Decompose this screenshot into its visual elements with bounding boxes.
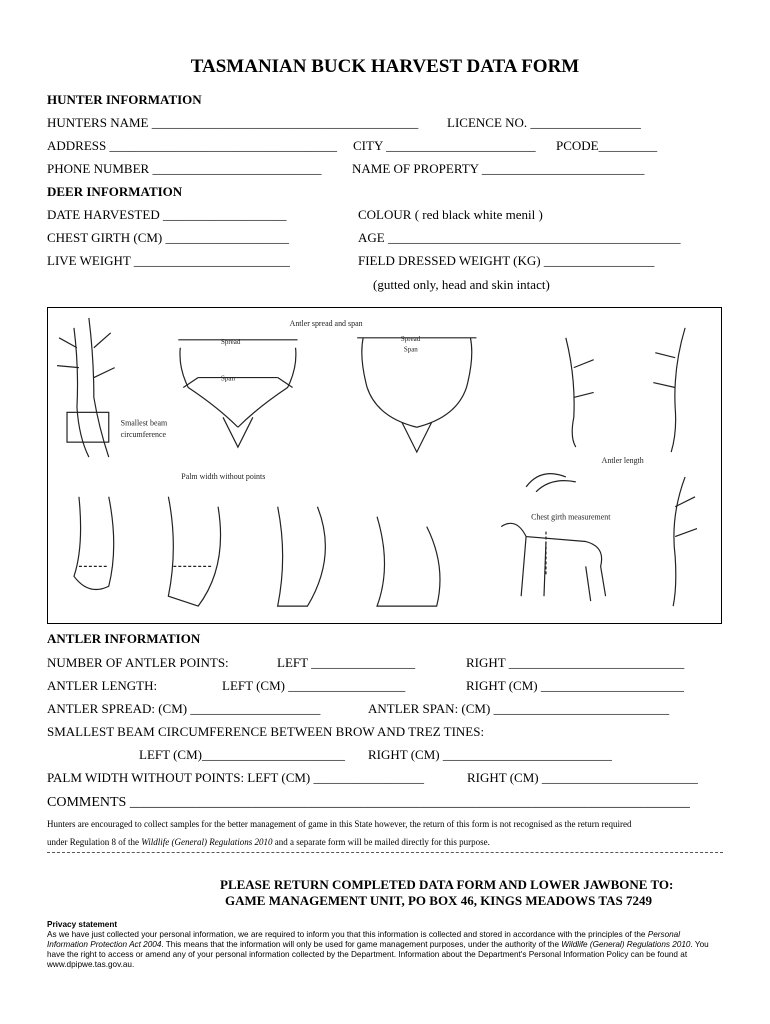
label-chest-girth: Chest girth measurement	[531, 512, 611, 522]
antler-points-label: NUMBER OF ANTLER POINTS:	[47, 655, 229, 670]
palm-drawings	[74, 497, 440, 606]
hunter-heading: HUNTER INFORMATION	[47, 92, 202, 107]
dressed-weight-field[interactable]: FIELD DRESSED WEIGHT (KG) _________________	[358, 253, 655, 268]
beam-right-field[interactable]: RIGHT (CM) __________________________	[368, 747, 612, 762]
notice-line-1: Hunters are encouraged to collect samples for the better management of game in this State however, the return of this form is not recognised as the return required	[47, 819, 632, 829]
privacy-statement: Privacy statement As we have just collected your personal information, we are required to inform you that this information is collected and stored in accordance with the principles of the Personal Information Protection Act 2004. This means that the information will only be used for game management purposes, under the authority of the Wildlife (General) Regulations 2010. You have the right to access or amend any of your personal information collected by the Department. Information about the Department's Personal Information Policy can be found at www.dpipwe.tas.gov.au.	[47, 920, 723, 970]
pcode-field[interactable]: PCODE_________	[556, 138, 658, 153]
page-title: TASMANIAN BUCK HARVEST DATA FORM	[190, 56, 580, 77]
colour-field[interactable]: COLOUR ( red black white menil )	[358, 207, 543, 222]
antler-length-right-field[interactable]: RIGHT (CM) ______________________	[466, 678, 684, 693]
beam-left-field[interactable]: LEFT (CM)______________________	[139, 747, 345, 762]
antler-spread-field[interactable]: ANTLER SPREAD: (CM) ____________________	[47, 701, 321, 716]
label-span-2: Span	[403, 345, 418, 354]
phone-field[interactable]: PHONE NUMBER __________________________	[47, 161, 322, 176]
antler-length-left-field[interactable]: LEFT (CM) __________________	[222, 678, 406, 693]
antler-measurement-diagram	[47, 307, 722, 624]
hunters-name-field[interactable]: HUNTERS NAME _________________________________________	[47, 115, 419, 130]
antler-span-field[interactable]: ANTLER SPAN: (CM) ___________________________	[368, 701, 670, 716]
comments-field[interactable]: COMMENTS ________________________________________________________________________________	[47, 795, 690, 810]
address-field[interactable]: ADDRESS ___________________________________	[47, 138, 337, 153]
divider	[47, 852, 723, 853]
antler-left-drawing	[57, 318, 115, 457]
deer-heading: DEER INFORMATION	[47, 184, 183, 199]
chest-girth-field[interactable]: CHEST GIRTH (CM) ___________________	[47, 230, 290, 245]
live-weight-field[interactable]: LIVE WEIGHT ________________________	[47, 253, 290, 268]
privacy-heading: Privacy statement	[47, 920, 118, 929]
head-1-drawing	[180, 348, 296, 447]
label-spread-2: Spread	[400, 334, 421, 343]
label-span-1: Span	[221, 374, 235, 383]
label-smallest-beam: Smallest beam	[120, 418, 168, 428]
label-spread-1: Spread	[221, 337, 241, 346]
label-palm-width: Palm width without points	[181, 471, 266, 481]
antler-right-drawing	[673, 477, 697, 606]
antler-heading: ANTLER INFORMATION	[47, 631, 201, 646]
return-line-2: GAME MANAGEMENT UNIT, PO BOX 46, KINGS MEADOWS TAS 7249	[225, 893, 652, 908]
palm-right-field[interactable]: RIGHT (CM) ________________________	[467, 770, 698, 785]
age-field[interactable]: AGE _____________________________________________	[358, 230, 681, 245]
palm-left-field[interactable]: PALM WIDTH WITHOUT POINTS: LEFT (CM) _________________	[47, 770, 425, 785]
date-harvested-field[interactable]: DATE HARVESTED ___________________	[47, 207, 287, 222]
return-line-1: PLEASE RETURN COMPLETED DATA FORM AND LOWER JAWBONE TO:	[220, 877, 674, 892]
licence-field[interactable]: LICENCE NO. _________________	[447, 115, 641, 130]
city-field[interactable]: CITY _______________________	[353, 138, 536, 153]
notice-line-2: under Regulation 8 of the Wildlife (General) Regulations 2010 and a separate form will be mailed directly for this purpose.	[47, 837, 490, 847]
smallest-beam-label: SMALLEST BEAM CIRCUMFERENCE BETWEEN BROW AND TREZ TINES:	[47, 724, 485, 739]
antler-points-left-field[interactable]: LEFT ________________	[277, 655, 416, 670]
label-circumference: circumference	[120, 430, 167, 440]
dressed-weight-note: (gutted only, head and skin intact)	[373, 277, 550, 292]
label-antler-spread-span: Antler spread and span	[289, 318, 363, 328]
label-antler-length: Antler length	[601, 456, 644, 466]
antler-points-right-field[interactable]: RIGHT ___________________________	[466, 655, 685, 670]
antler-length-drawing	[566, 328, 685, 452]
deer-drawing	[501, 474, 605, 602]
property-field[interactable]: NAME OF PROPERTY _________________________	[352, 161, 645, 176]
head-2-drawing	[362, 338, 472, 452]
antler-length-label: ANTLER LENGTH:	[47, 678, 158, 693]
